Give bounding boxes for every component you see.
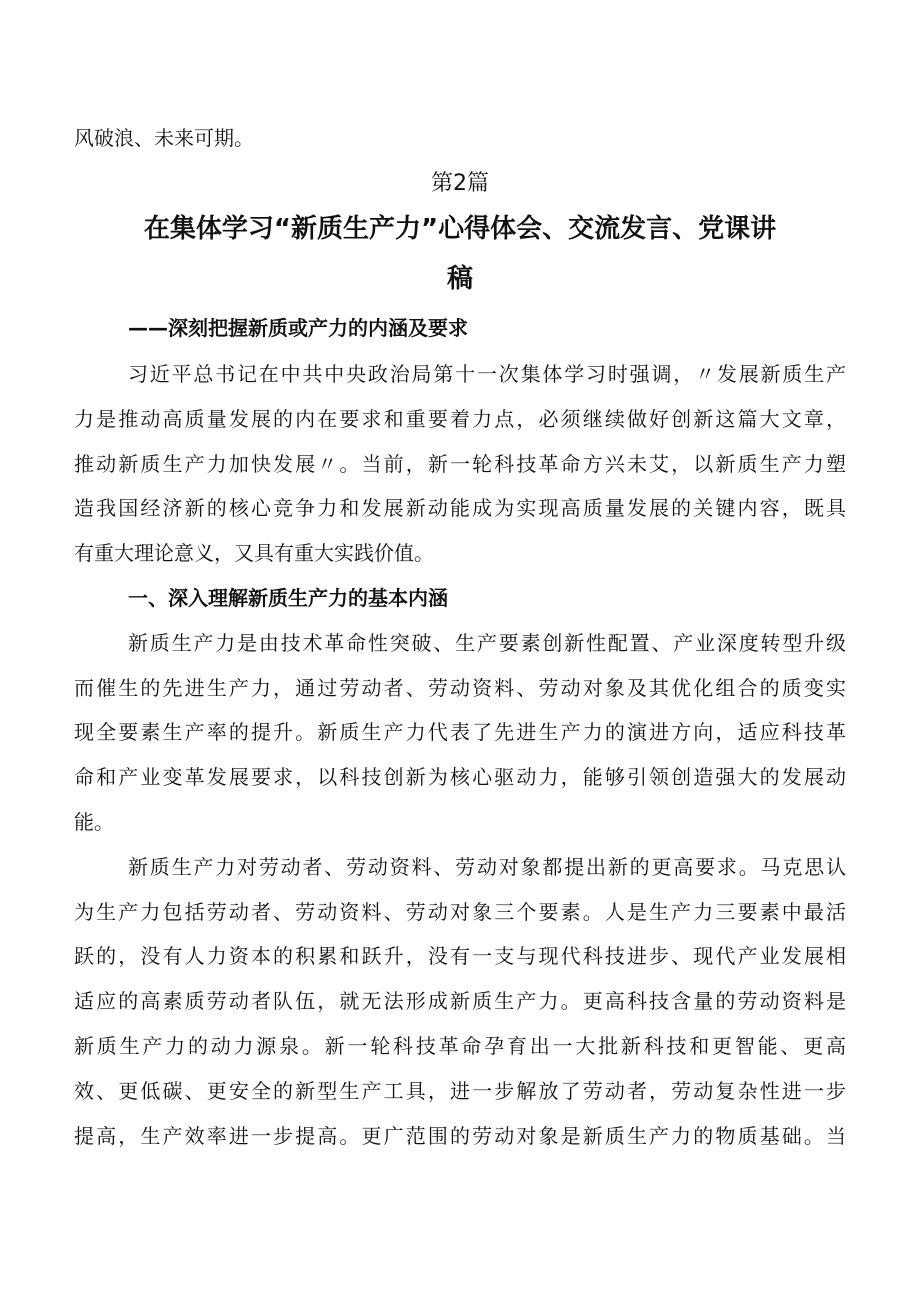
article-title-line-2: 稿 <box>446 264 473 294</box>
paragraph-line: 新质生产力的动力源泉。新一轮科技革命孕育出一大批新科技和更智能、更高 <box>74 1034 846 1058</box>
paragraph-line: 为生产力包括劳动者、劳动资料、劳动对象三个要素。人是生产力三要素中最活 <box>74 900 846 924</box>
intro-line: 力是推动高质量发展的内在要求和重要着力点，必须继续做好创新这篇大文章， <box>74 407 846 431</box>
paragraph-line: 能。 <box>74 810 114 834</box>
paragraph-line: 新质生产力对劳动者、劳动资料、劳动对象都提出新的更高要求。马克思认 <box>128 855 846 879</box>
intro-line: 造我国经济新的核心竞争力和发展新动能成为实现高质量发展的关键内容，既具 <box>74 496 846 520</box>
paragraph-line: 现全要素生产率的提升。新质生产力代表了先进生产力的演进方向，适应科技革 <box>74 720 846 744</box>
paragraph-line: 效、更低碳、更安全的新型生产工具，进一步解放了劳动者，劳动复杂性进一步 <box>74 1079 846 1103</box>
intro-line: 推动新质生产力加快发展〃。当前，新一轮科技革命方兴未艾，以新质生产力塑 <box>74 452 846 476</box>
article-title-line-1: 在集体学习“新质生产力”心得体会、交流发言、党课讲 <box>143 214 777 244</box>
previous-article-tail: 风破浪、未来可期。 <box>74 126 254 150</box>
paragraph-line: 适应的高素质劳动者队伍，就无法形成新质生产力。更高科技含量的劳动资料是 <box>74 989 846 1013</box>
paragraph-line: 命和产业变革发展要求，以科技创新为核心驱动力，能够引领创造强大的发展动 <box>74 765 846 789</box>
paragraph-line: 提高，生产效率进一步提高。更广范围的劳动对象是新质生产力的物质基础。当 <box>74 1124 846 1148</box>
section-heading: 一、深入理解新质生产力的基本内涵 <box>128 586 448 610</box>
paragraph-line: 新质生产力是由技术革命性突破、生产要素创新性配置、产业深度转型升级 <box>128 631 846 655</box>
article-subtitle: ——深刻把握新质或产力的内涵及要求 <box>128 316 468 340</box>
paragraph-line: 跃的，没有人力资本的积累和跃升，没有一支与现代科技进步、现代产业发展相 <box>74 944 846 968</box>
article-number: 第2篇 <box>431 171 489 196</box>
intro-line: 习近平总书记在中共中央政治局第十一次集体学习时强调，〃发展新质生产 <box>128 362 846 386</box>
intro-line: 有重大理论意义，又具有重大实践价值。 <box>74 541 434 565</box>
paragraph-line: 而催生的先进生产力，通过劳动者、劳动资料、劳动对象及其优化组合的质变实 <box>74 676 846 700</box>
